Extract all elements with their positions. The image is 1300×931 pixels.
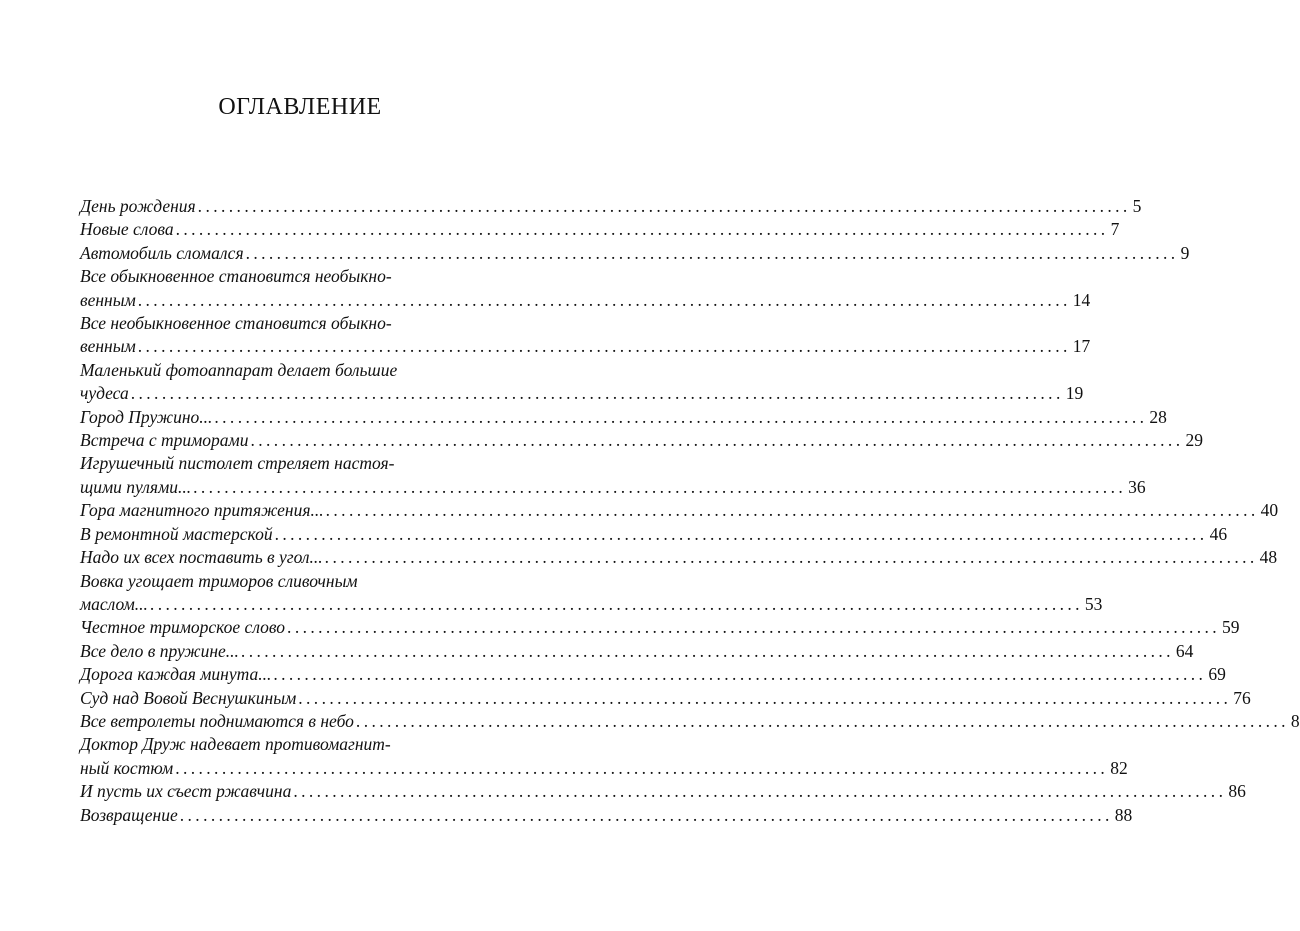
toc-entry-line (80, 429, 1203, 452)
dot-leader: ........................................................................................................................ (325, 500, 1259, 521)
toc-entry-title: Автомобиль сломался (80, 242, 244, 263)
page-number: 46 (1209, 523, 1228, 544)
toc-entry-line (80, 218, 1120, 241)
toc-entry-title: венным (80, 336, 136, 357)
toc-entry (80, 195, 1142, 218)
dot-leader: ........................................................................................................................ (273, 664, 1207, 685)
page-number: 17 (1072, 336, 1091, 357)
toc-entry (80, 265, 1091, 312)
toc-entry-line (80, 710, 1300, 733)
page-number: 69 (1208, 664, 1226, 685)
toc-entry-title: Гора магнитного притяжения... (80, 500, 324, 521)
toc-entry-line (80, 335, 1091, 358)
page-number: 76 (1233, 687, 1251, 708)
page-number: 64 (1175, 640, 1194, 661)
toc-entry (80, 710, 1300, 733)
toc-entry-title: Дорога каждая минута... (80, 664, 272, 685)
toc-entry (80, 218, 1120, 241)
toc-entry-title-line: Все необыкновенное становится обыкно- (80, 313, 392, 334)
toc-entry (80, 406, 1167, 429)
toc-entry (80, 733, 1128, 780)
toc-entry (80, 804, 1133, 827)
toc-entry-title: Надо их всех поставить в угол... (80, 547, 323, 568)
toc-entry-title: Честное триморское слово (80, 617, 286, 638)
toc-entry (80, 546, 1278, 569)
dot-leader: ........................................................................................................................ (287, 617, 1221, 638)
toc-entry-title: Суд над Вовой Веснушкиным (80, 687, 297, 708)
toc-entry (80, 312, 1091, 359)
toc-entry-line (80, 804, 1133, 827)
toc-entry-line (80, 616, 1240, 639)
page-number: 82 (1110, 757, 1128, 778)
page-number: 7 (1110, 219, 1120, 240)
dot-leader: ........................................................................................................................ (298, 687, 1232, 708)
dot-leader: ........................................................................................................................ (137, 336, 1071, 357)
toc-entry-title: маслом... (80, 593, 148, 614)
toc-entry-line (80, 593, 1103, 616)
toc-entry-line (80, 476, 1146, 499)
toc-entry (80, 429, 1203, 452)
toc-entry-title: День рождения (80, 196, 196, 216)
toc-entry-title: венным (80, 289, 136, 310)
toc-entry-title: чудеса (80, 383, 129, 404)
toc-entry (80, 780, 1246, 803)
toc-entry (80, 663, 1226, 686)
dot-leader: ........................................................................................................................ (274, 523, 1208, 544)
dot-leader: ........................................................................................................................ (137, 289, 1071, 310)
dot-leader: ........................................................................................................................ (130, 383, 1064, 404)
toc-entry-title: щими пулями... (80, 476, 192, 497)
toc-entry-line (80, 289, 1091, 312)
page-number: 19 (1065, 383, 1084, 404)
toc-entry-line (80, 499, 1279, 522)
dot-leader: ........................................................................................................................ (293, 781, 1227, 802)
toc-entry-title-line: Игрушечный пистолет стреляет настоя- (80, 453, 395, 474)
dot-leader: ........................................................................................................................ (245, 242, 1179, 263)
page-title: ОГЛАВЛЕНИЕ (218, 94, 382, 120)
toc-entry (80, 452, 1146, 499)
dot-leader: ........................................................................................................................ (193, 476, 1127, 497)
dot-leader: ........................................................................................................................ (179, 804, 1113, 825)
dot-leader: ........................................................................................................................ (250, 430, 1184, 451)
toc-entry-line (80, 546, 1278, 569)
toc-entry (80, 570, 1103, 617)
toc-entry-title: Все ветролеты поднимаются в небо (80, 710, 354, 731)
dot-leader: ........................................................................................................................ (214, 406, 1148, 427)
toc-entry-title-line: Доктор Друж надевает противомагнит- (80, 734, 391, 755)
table-of-contents (80, 195, 1300, 827)
toc-entry-title-line: Маленький фотоаппарат делает большие (80, 359, 398, 380)
toc-entry (80, 359, 1084, 406)
page-number: 88 (1114, 804, 1133, 825)
page-number: 28 (1149, 406, 1167, 427)
toc-entry (80, 499, 1279, 522)
toc-entry (80, 640, 1194, 663)
dot-leader: ........................................................................................................................ (175, 219, 1109, 240)
dot-leader: ........................................................................................................................ (240, 640, 1174, 661)
toc-entry-line (80, 757, 1128, 780)
toc-entry (80, 523, 1228, 546)
page-number: 36 (1128, 476, 1146, 497)
page-number: 14 (1072, 289, 1091, 310)
toc-entry (80, 242, 1190, 265)
toc-entry (80, 687, 1251, 710)
page-number: 5 (1132, 196, 1142, 216)
toc-entry-line (80, 242, 1190, 265)
page-number: 9 (1180, 242, 1190, 263)
toc-entry-title: В ремонтной мастерской (80, 523, 273, 544)
dot-leader: ........................................................................................................................ (197, 196, 1131, 216)
toc-entry-line (80, 406, 1167, 429)
dot-leader: ........................................................................................................................ (324, 547, 1258, 568)
page-number: 8 (1290, 710, 1300, 731)
toc-entry-title-line: Все обыкновенное становится необыкно- (80, 266, 392, 287)
page-number: 59 (1222, 617, 1240, 638)
toc-entry-line (80, 382, 1084, 405)
toc-entry-line (80, 523, 1228, 546)
toc-entry-title: ный костюм (80, 757, 174, 778)
page-number: 48 (1259, 547, 1278, 568)
toc-entry-title: Возвращение (80, 804, 178, 825)
toc-entry-line (80, 663, 1226, 686)
toc-entry-line (80, 195, 1142, 218)
dot-leader: ........................................................................................................................ (175, 757, 1109, 778)
page-number: 29 (1185, 430, 1203, 451)
toc-entry-line (80, 640, 1194, 663)
toc-entry (80, 616, 1240, 639)
page-number: 40 (1260, 500, 1279, 521)
toc-entry-title-line: Вовка угощает триморов сливочным (80, 570, 358, 591)
toc-entry-line (80, 780, 1246, 803)
dot-leader: ........................................................................................................................ (149, 593, 1083, 614)
toc-entry-title: Все дело в пружине... (80, 640, 239, 661)
toc-entry-title: Встреча с триморами (80, 430, 249, 451)
page-number: 53 (1084, 593, 1103, 614)
toc-entry-title: Новые слова (80, 219, 174, 240)
toc-entry-title: Город Пружино... (80, 406, 213, 427)
dot-leader: ........................................................................................................................ (355, 710, 1289, 731)
page-number: 86 (1228, 781, 1246, 802)
toc-entry-title: И пусть их съест ржавчина (80, 781, 292, 802)
toc-entry-line (80, 687, 1251, 710)
